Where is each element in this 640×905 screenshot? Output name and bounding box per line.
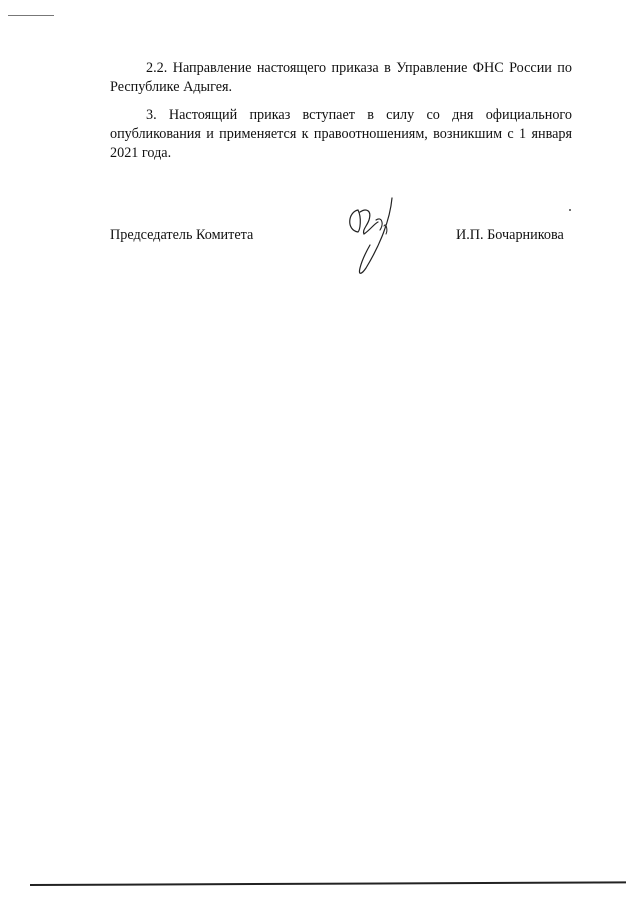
paragraph-2-2 [110, 59, 572, 97]
signer-name: И.П. Бочарникова [456, 227, 564, 243]
handwritten-signature-icon [336, 190, 406, 280]
paragraph-line: 3. Настоящий приказ вступает в силу со дня официального [146, 107, 572, 123]
paragraph-line: Республике Адыгея. [110, 79, 233, 95]
paragraph-line: 2021 года. [110, 145, 172, 161]
paragraph-line: опубликования и применяется к правоотношениям, возникшим с 1 января [110, 126, 572, 142]
paragraph-line: 2.2. Направление настоящего приказа в Управление ФНС России по [146, 60, 572, 76]
signer-position-title: Председатель Комитета [110, 227, 254, 243]
bottom-scan-rule [30, 881, 626, 886]
scan-edge-mark [8, 15, 54, 16]
paragraph-3 [110, 106, 572, 163]
scan-speck [569, 209, 571, 211]
